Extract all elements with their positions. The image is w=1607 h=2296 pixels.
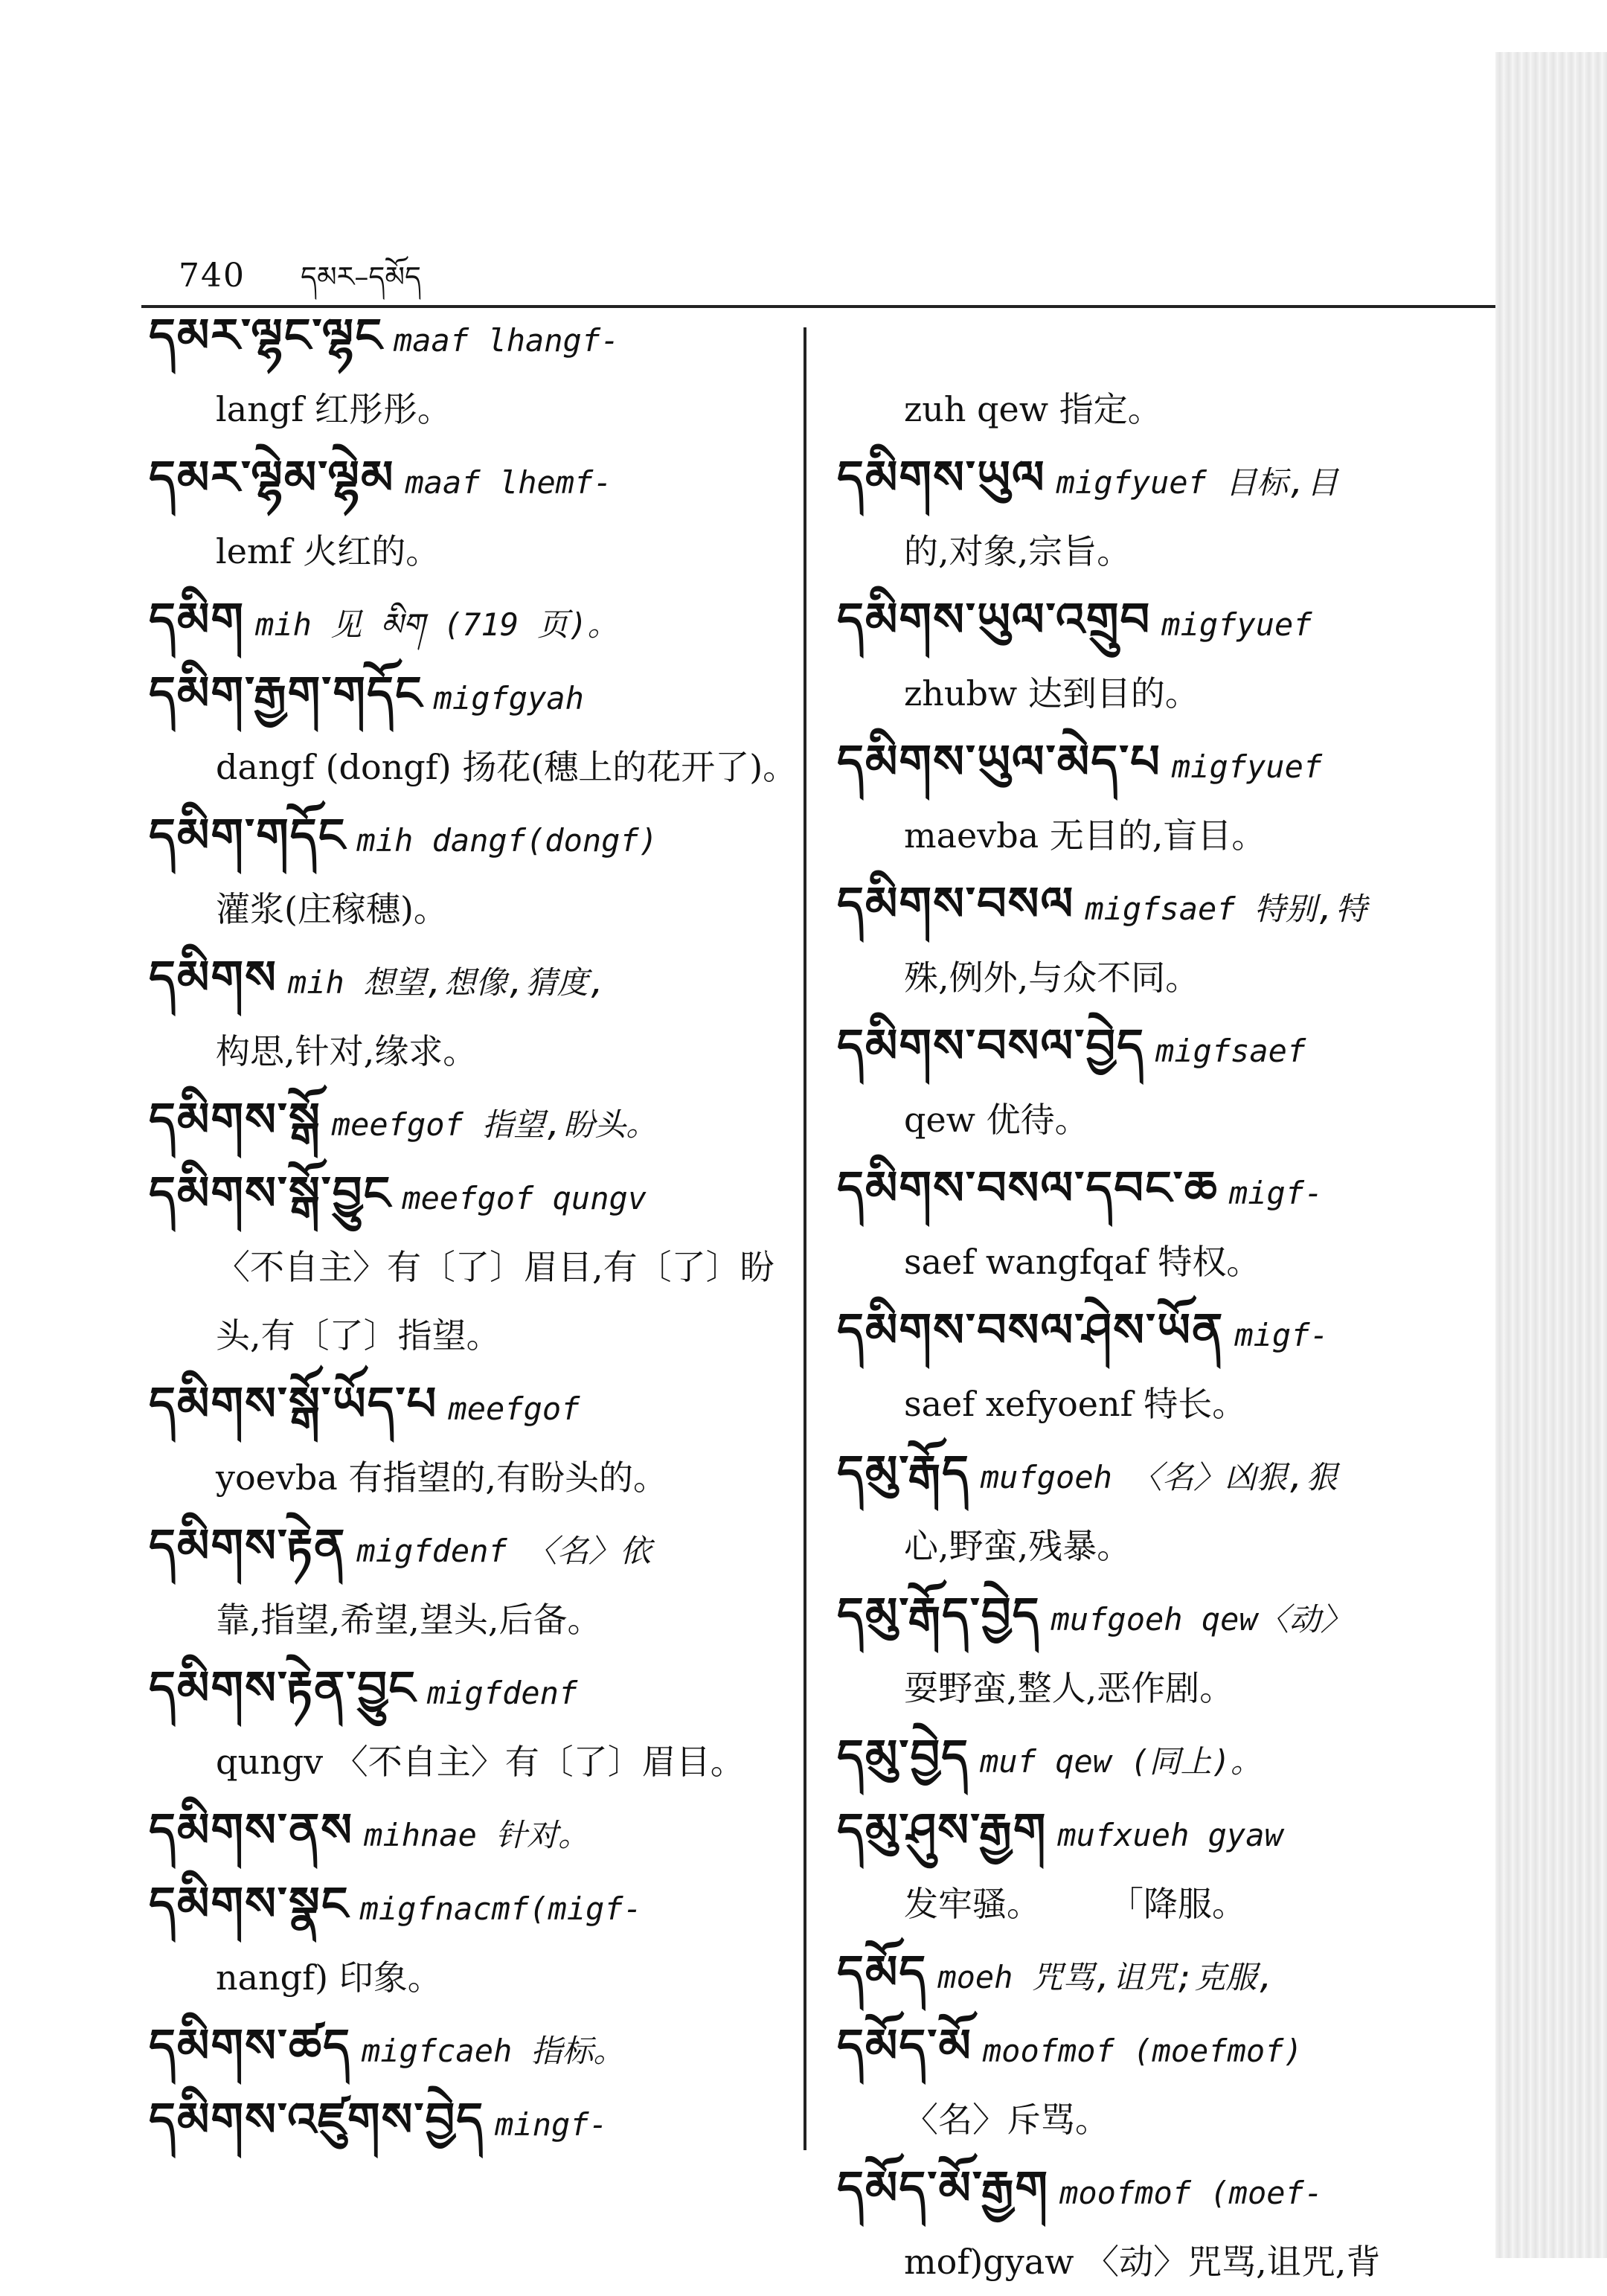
entry-continuation: langf 红彤彤。	[216, 389, 452, 429]
entry-gloss: mih 想望,想像,猜度,	[287, 964, 607, 1001]
entry-first-line	[837, 1438, 1492, 1512]
entry-gloss: moeh 咒骂,诅咒;克服,	[937, 1959, 1276, 1995]
entry-first-line	[149, 1796, 804, 1870]
entry-headword: དམིགས་བསལ་བྱེད	[837, 1019, 1145, 1073]
entry-headword: དམིགས་ཡུལ་འགྲུབ	[837, 592, 1152, 647]
entry-continuation: yoevba 有指望的,有盼头的。	[216, 1458, 668, 1498]
entry-first-line	[837, 1722, 1492, 1796]
entry-gloss: mih dangf(dongf)	[356, 822, 658, 859]
entry-headword: དམིགས་ཡུལ	[837, 450, 1046, 504]
entry-gloss: mufxueh gyaw	[1057, 1817, 1283, 1853]
dictionary-entry	[837, 1938, 1492, 2012]
entry-headword: དམིགས་ནས	[149, 1803, 354, 1857]
dictionary-entry	[837, 301, 1492, 443]
entry-gloss: mih 见 མིག (719 页)。	[255, 606, 619, 643]
dictionary-entry	[149, 659, 804, 801]
entry-first-line	[149, 1654, 804, 1728]
entry-first-line	[837, 2154, 1492, 2228]
entry-gloss: migfdenf	[426, 1675, 578, 1711]
entry-gloss: mihnae 针对。	[364, 1817, 590, 1853]
dictionary-entry	[837, 728, 1492, 870]
entry-gloss: maaf lhangf-	[393, 322, 620, 359]
entry-headword: དམིགས་ཡུལ་མེད་པ	[837, 734, 1161, 789]
entry-continuation: dangf (dongf) 扬花(穗上的花开了)。	[216, 747, 798, 787]
entry-gloss: migfnacmf(migf-	[359, 1891, 642, 1927]
entry-first-line	[149, 2012, 804, 2085]
dictionary-entry	[837, 870, 1492, 1012]
entry-first-line	[837, 443, 1492, 517]
entry-headword: དམོད་མོ་རྒྱག	[837, 2161, 1050, 2215]
entry-first-line	[149, 801, 804, 875]
dictionary-entry	[149, 801, 804, 943]
entry-gloss: migfsaef 特别,特	[1085, 891, 1367, 927]
entry-continuation: saef wangfqaf 特权。	[904, 1242, 1261, 1282]
entry-gloss: moofmof (moefmof)	[982, 2033, 1303, 2069]
entry-headword: དམར་ལྷེམ་ལྷེམ	[149, 450, 395, 504]
dictionary-entry	[837, 1154, 1492, 1296]
entry-first-line	[149, 586, 804, 659]
entry-first-line	[149, 443, 804, 517]
entry-continuation: qew 优待。	[904, 1100, 1089, 1140]
dictionary-entry	[149, 1370, 804, 1512]
entry-first-line	[149, 1159, 804, 1233]
entry-continuation: maevba 无目的,盲目。	[904, 815, 1266, 856]
entry-first-line	[149, 1512, 804, 1585]
entry-gloss: migfsaef	[1155, 1033, 1306, 1069]
entry-continuation: 殊,例外,与众不同。	[904, 958, 1200, 998]
entry-continuation: saef xefyoenf 特长。	[904, 1384, 1247, 1424]
entry-headword: དམིགས་སྒོ་བྱུང	[149, 1166, 392, 1220]
entry-first-line	[149, 2085, 804, 2159]
entry-first-line	[837, 1154, 1492, 1228]
entry-headword: དམིགས་ཚད	[149, 2018, 351, 2073]
entry-headword: དམིགས	[149, 950, 278, 1004]
dictionary-entry	[837, 2012, 1492, 2154]
entry-first-line	[837, 1796, 1492, 1870]
entry-headword: དམིག་གདོང	[149, 808, 347, 862]
dictionary-entry	[837, 1438, 1492, 1580]
entry-first-line	[837, 870, 1492, 943]
entry-gloss: maaf lhemf-	[405, 464, 612, 501]
column-divider	[804, 327, 806, 2150]
entry-headword: དམིགས་སྒོ	[149, 1092, 321, 1147]
entry-gloss: meefgof 指望,盼头。	[331, 1106, 658, 1143]
entry-gloss: meefgof	[448, 1391, 580, 1427]
entry-headword: དམུ་རྒོད་བྱེད	[837, 1587, 1041, 1641]
dictionary-entry	[149, 1159, 804, 1370]
left-column	[149, 301, 804, 2159]
entry-gloss: meefgof qungv	[402, 1180, 647, 1216]
dictionary-entry	[149, 1796, 804, 1870]
header-range: དམར–དམོད	[300, 260, 422, 293]
entry-gloss: moofmof (moef-	[1059, 2175, 1324, 2211]
entry-first-line	[149, 943, 804, 1017]
entry-headword: དམིགས་རྟེན	[149, 1519, 347, 1573]
dictionary-entry	[837, 1796, 1492, 1938]
dictionary-entry	[837, 443, 1492, 586]
dictionary-entry	[149, 1086, 804, 1159]
entry-gloss: migfgyah	[433, 680, 584, 716]
dictionary-entry	[837, 1296, 1492, 1438]
entry-continuation: 耍野蛮,整人,恶作剧。	[904, 1668, 1234, 1708]
entry-continuation: 构思,针对,缘求。	[216, 1031, 478, 1071]
entry-headword: དམིགས་འཛུགས་བྱེད	[149, 2092, 485, 2146]
entry-gloss: mufgoeh 〈名〉凶狠,狠	[980, 1459, 1338, 1495]
entry-gloss: migfcaeh 指标。	[361, 2033, 625, 2069]
entry-headword: དམིགས་སྒོ་ཡོད་པ	[149, 1376, 438, 1431]
entry-continuation: 〈不自主〉有〔了〕眉目,有〔了〕盼头,有〔了〕指望。	[216, 1247, 774, 1356]
entry-headword: དམར་ལྷང་ལྷང	[149, 308, 383, 362]
entry-first-line	[837, 2012, 1492, 2085]
entry-gloss: migf-	[1228, 1175, 1324, 1211]
entry-gloss: migf-	[1234, 1317, 1329, 1353]
entry-first-line	[149, 1086, 804, 1159]
entry-gloss: migfdenf 〈名〉依	[356, 1533, 651, 1569]
entry-headword: དམོད	[837, 1945, 928, 1999]
right-column	[837, 301, 1492, 2296]
entry-first-line	[837, 728, 1492, 801]
entry-continuation: mof)gyaw 〈动〉咒骂,诅咒,背	[904, 2242, 1381, 2282]
entry-gloss: migfyuef	[1171, 748, 1323, 785]
dictionary-entry	[149, 1870, 804, 2012]
entry-gloss: migfyuef 目标,目	[1056, 464, 1338, 501]
dictionary-entry	[837, 1722, 1492, 1796]
entry-first-line	[837, 1012, 1492, 1086]
entry-continuation: 〈名〉斥骂。	[904, 2100, 1109, 2140]
dictionary-entry	[837, 1580, 1492, 1722]
entry-gloss: mufgoeh qew〈动〉	[1051, 1601, 1352, 1638]
entry-continuation: qungv 〈不自主〉有〔了〕眉目。	[216, 1742, 745, 1782]
dictionary-entry	[149, 2012, 804, 2085]
dictionary-entry	[149, 943, 804, 1086]
dictionary-entry	[149, 443, 804, 586]
entry-continuation: 心,野蛮,残暴。	[904, 1526, 1132, 1566]
scan-page-edge	[1495, 52, 1607, 2258]
dictionary-entry	[837, 2154, 1492, 2296]
entry-first-line	[149, 659, 804, 733]
dictionary-entry	[837, 586, 1492, 728]
entry-first-line	[149, 1370, 804, 1443]
entry-continuation: lemf 火红的。	[216, 531, 440, 571]
dictionary-entry	[149, 1512, 804, 1654]
entry-continuation: 发牢骚。 「降服。	[904, 1884, 1246, 1924]
entry-first-line	[837, 1580, 1492, 1654]
entry-headword: དམིག་རྒྱག་གདོང	[149, 666, 423, 720]
entry-headword: དམིགས་རྟེན་བྱུང	[149, 1661, 417, 1715]
entry-gloss: muf qew (同上)。	[980, 1743, 1262, 1780]
entry-headword: དམིགས་སྣང	[149, 1876, 350, 1931]
dictionary-entry	[149, 2085, 804, 2159]
dictionary-entry	[149, 301, 804, 443]
entry-continuation: 靠,指望,希望,望头,后备。	[216, 1600, 602, 1640]
dictionary-entry	[149, 1654, 804, 1796]
entry-headword: དམིགས་བསལ་ཤེས་ཡོན	[837, 1303, 1225, 1357]
entry-first-line	[837, 301, 1492, 375]
entry-gloss: mingf-	[495, 2106, 608, 2143]
page-number: 740	[179, 257, 246, 295]
entry-continuation: zhubw 达到目的。	[904, 673, 1199, 714]
entry-headword: དམུ་ཤུས་རྒྱག	[837, 1803, 1048, 1857]
entry-headword: དམིགས་བསལ་དབང་ཆ	[837, 1161, 1219, 1215]
entry-continuation: 灌浆(庄稼穗)。	[216, 889, 448, 929]
entry-headword: དམིག	[149, 592, 246, 647]
dictionary-entry	[149, 586, 804, 659]
entry-first-line	[149, 301, 804, 375]
entry-continuation: 的,对象,宗旨。	[904, 531, 1132, 571]
entry-first-line	[837, 1938, 1492, 2012]
entry-first-line	[837, 586, 1492, 659]
entry-headword: དམོད་མོ	[837, 2018, 972, 2073]
entry-continuation: nangf) 印象。	[216, 1957, 442, 1998]
entry-continuation: zuh qew 指定。	[904, 389, 1162, 429]
entry-first-line	[149, 1870, 804, 1943]
entry-headword: དམུ་བྱེད	[837, 1729, 970, 1783]
entry-headword: དམིགས་བསལ	[837, 876, 1075, 931]
entry-first-line	[837, 1296, 1492, 1370]
entry-gloss: migfyuef	[1161, 606, 1312, 643]
dictionary-entry	[837, 1012, 1492, 1154]
entry-headword: དམུ་རྒོད	[837, 1445, 970, 1499]
